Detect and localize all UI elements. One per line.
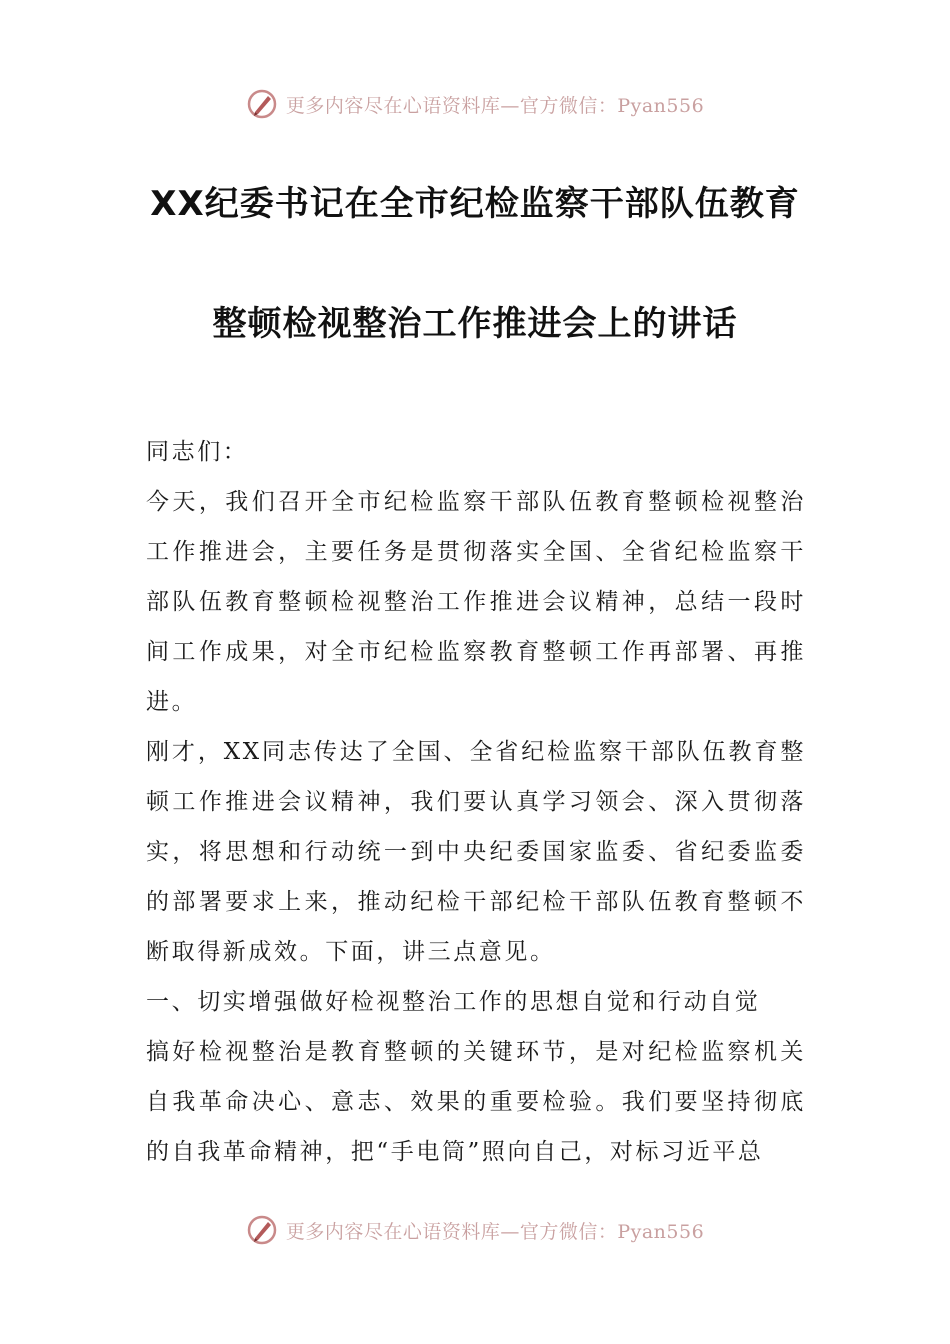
watermark-text: 更多内容尽在心语资料库—官方微信：Pyan556 [285, 94, 705, 117]
pen-logo-icon [246, 1214, 278, 1246]
document-body [146, 427, 806, 1177]
watermark-text: 更多内容尽在心语资料库—官方微信：Pyan556 [285, 1220, 705, 1243]
paragraph: 今天，我们召开全市纪检监察干部队伍教育整顿检视整治工作推进会，主要任务是贯彻落实全国、全省纪检监察干部队伍教育整顿检视整治工作推进会议精神，总结一段时间工作成果，对全市纪检监察教育整顿工作再部署、再推进。 [146, 489, 806, 715]
salutation: 同志们： [146, 439, 249, 465]
section-heading: 一、切实增强做好检视整治工作的思想自觉和行动自觉 [146, 989, 761, 1015]
paragraph: 搞好检视整治是教育整顿的关键环节，是对纪检监察机关自我革命决心、意志、效果的重要检验。我们要坚持彻底的自我革命精神，把“手电筒”照向自己，对标习近平总 [146, 1039, 806, 1165]
document-title-line-2: 整顿检视整治工作推进会上的讲话 [212, 304, 738, 344]
paragraph: 刚才，XX同志传达了全国、全省纪检监察干部队伍教育整顿工作推进会议精神，我们要认真学习领会、深入贯彻落实，将思想和行动统一到中央纪委国家监委、省纪委监委的部署要求上来，推动纪检干部纪检干部队伍教育整顿不断取得新成效。下面，讲三点意见。 [146, 739, 806, 965]
header-watermark [0, 84, 950, 124]
footer-watermark [0, 1210, 950, 1250]
document-title-line-1: XX纪委书记在全市纪检监察干部队伍教育 [150, 184, 800, 224]
pen-logo-icon [246, 88, 278, 120]
